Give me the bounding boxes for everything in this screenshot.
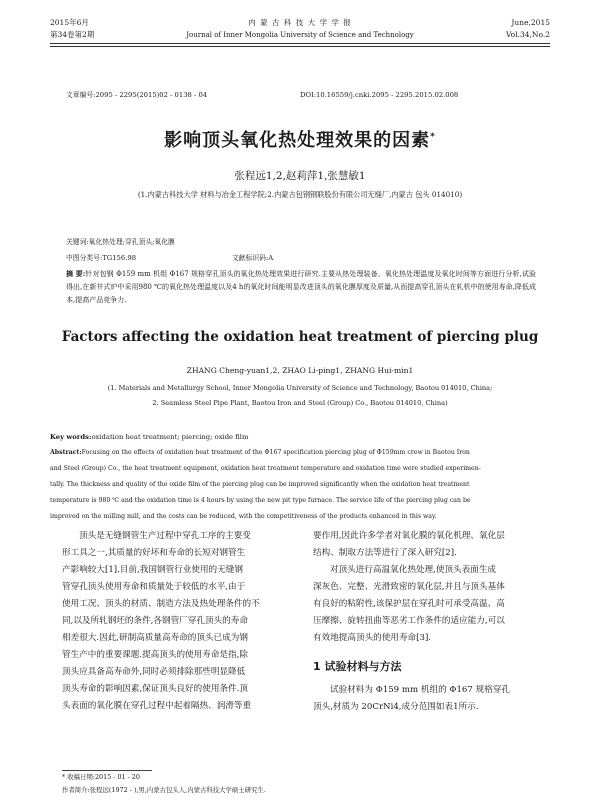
abstract-en: [50, 445, 550, 525]
body-line: 头表面的氧化膜在穿孔过程中起着隔热、润滑等重: [62, 701, 252, 711]
body-line: 管穿孔顶头使用寿命和质量处于较低的水平,由于: [62, 582, 246, 592]
keywords-cn: 关键词:氧化热处理;穿孔顶头;氧化膜: [66, 238, 175, 246]
body-line: 有效地提高顶头的使用寿命[3].: [313, 633, 432, 643]
paper-title-cn: [0, 126, 600, 152]
section-1-text: [313, 682, 553, 716]
body-line: 同,以及所轧钢坯的条件,各钢管厂穿孔顶头的寿命: [62, 616, 248, 626]
footnote-received: [62, 772, 140, 783]
keywords-en-text: oxidation heat treatment; piercing; oxide film: [91, 433, 249, 441]
body-line: 相差很大.因此,研制高质量高寿命的顶头已成为钢: [62, 633, 248, 643]
footnote-author: 作者简介:张程远(1972 - ),男,内蒙古包头人,内蒙古科技大学硕士研究生.: [62, 786, 266, 794]
body-line: 使用工况、顶头的材质、制造方法及热处理条件的不: [62, 599, 260, 609]
authors-cn: 张程远1,2,赵莉萍1,张慧敏1: [234, 170, 366, 182]
title-footnote-mark: *: [430, 132, 436, 142]
abstract-en-line: temperature is 980 ℃ and the oxidation time is 4 hours by using the new pit type furnace. The service life of the piercing plug can be: [50, 497, 471, 504]
article-number: 文章编号:2095 - 2295(2015)02 - 0138 - 04: [66, 91, 208, 99]
document-code: 文献标识码:A: [232, 254, 274, 262]
abstract-cn-label: 摘 要:: [66, 269, 86, 278]
keywords-en-label: Key words:: [50, 433, 92, 441]
header-date: 2015年6月: [50, 18, 89, 27]
doi: DOI:10.16559/j.cnki.2095 - 2295.2015.02.008: [300, 91, 459, 99]
clc-number: 中图分类号:TG156.98: [66, 254, 137, 262]
body-line: 压摩擦、旋转扭曲等恶劣工作条件的适应能力,可以: [313, 616, 505, 626]
body-line: 结构、制取方法等进行了深入研究[2].: [313, 548, 457, 558]
paper-title-en: Factors affecting the oxidation heat treatment of piercing plug: [61, 329, 539, 345]
paper-title-cn-text: 影响顶头氧化热处理效果的因素: [164, 130, 431, 151]
journal-name-cn: 内 蒙 古 科 技 大 学 学 报: [248, 18, 352, 27]
abstract-cn-text: 针对包钢 Φ159 mm 机组 Φ167 规格穿孔顶头的氧化热处理效果进行研究.主要从热处理装备、氧化热处理温度及氧化时间等方面进行分析,试验得出,在新井式炉中采用980 ℃的氧化热处理温度以及4 h的氧化时间能明显改进顶头的氧化膜厚度及质量,从而提高穿孔顶头在轧机中的使用寿命,降低成本,提高产品竞争力.: [66, 270, 536, 304]
abstract-en-line: Abstract:Focusing on the effects of oxidation heat treatment of the Φ167 specification piercing plug of Φ159mm crew in Baotou Iron: [50, 449, 470, 456]
body-line: 对顶头进行高温氧化热处理,使顶头表面生成: [330, 565, 497, 575]
footnote-mark: *: [62, 773, 66, 781]
body-line: 顶头是无缝钢管生产过程中穿孔工序的主要变: [79, 531, 251, 541]
keywords-en: [50, 432, 248, 443]
header-rule: [50, 43, 550, 44]
body-line: 有良好的粘附性,该保护层在穿孔时可承受高温、高: [313, 599, 505, 609]
body-right-column: [313, 528, 553, 647]
affiliation-en-1: (1. Materials and Metallurgy School, Inner Mongolia University of Science and Technology, Baotou 014010, China;: [107, 384, 493, 392]
body-line: 顶头,材质为 20CrNi4,成分范围如表1所示.: [313, 702, 479, 712]
body-line: 产影响较大[1].目前,我国钢管行业使用的无缝钢: [62, 565, 243, 575]
body-line: 试验材料为 Φ159 mm 机组的 Φ167 规格穿孔: [330, 685, 510, 695]
header-volume-en: Vol.34,No.2: [505, 30, 550, 39]
body-left-column: [62, 528, 302, 715]
authors-en: ZHANG Cheng-yuan1,2, ZHAO Li-ping1, ZHANG Hui-min1: [186, 366, 414, 375]
affiliation-en-2: 2. Seamless Steel Pipe Plant, Baotou Iron and Steel (Group) Co., Baotou 014010, China): [152, 399, 448, 407]
journal-name-en: Journal of Inner Mongolia University of Science and Technology: [186, 31, 414, 39]
body-line: 顶头应具备高寿命外,同时必须排除那些明显降低: [62, 667, 246, 677]
body-line: 要作用,因此许多学者对氧化膜的氧化机理、氧化层: [313, 531, 505, 541]
abstract-en-label: Abstract:: [50, 449, 82, 456]
body-line: 管生产中的重要课题.提高顶头的使用寿命是指,除: [62, 650, 248, 660]
abstract-en-line: tally. The thickness and quality of the oxide film of the piercing plug can be improved significantly when the oxidation heat treatment: [50, 481, 470, 488]
footnote-rule: [62, 770, 152, 771]
abstract-en-line: improved on the milling mill, and the costs can be reduced, with the competitiveness of the products enhanced in this way.: [50, 513, 437, 520]
header-date-en: June,2015: [511, 18, 550, 27]
header-rule-2: [50, 46, 550, 47]
affiliation-cn: (1.内蒙古科技大学 材料与冶金工程学院;2.内蒙古包钢钢联股份有限公司无缝厂,内蒙古 包头 014010): [137, 190, 463, 199]
abstract-en-line: and Steel (Group) Co., the heat treatment equipment, oxidation heat treatment temperature and oxidation time were studied experimen-: [50, 465, 481, 472]
body-line: 深灰色、完整、光滑致密的氧化层,并且与顶头基体: [313, 582, 505, 592]
section-heading: 1 试验材料与方法: [313, 660, 402, 673]
body-line: 形工具之一,其质量的好坏和寿命的长短对钢管生: [62, 548, 246, 558]
abstract-cn: [66, 267, 536, 307]
body-line: 顶头寿命的影响因素,保证顶头良好的使用条件.顶: [62, 684, 248, 694]
received-date: 收稿日期:2015 - 01 - 20: [67, 773, 140, 781]
header-volume: 第34卷第2期: [50, 30, 95, 39]
